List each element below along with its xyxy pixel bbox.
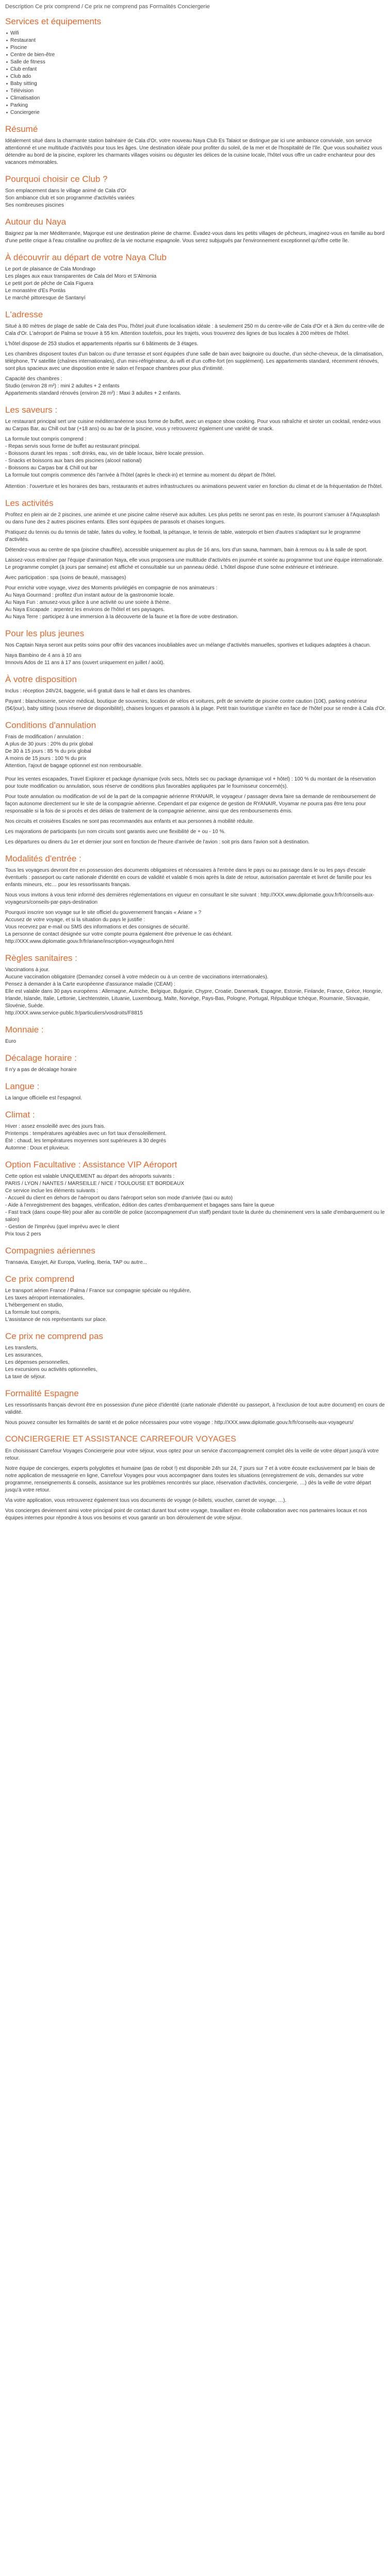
sanitaires-line: Aucune vaccination obligatoire (Demandez conseil à votre médecin ou à un centre de vaccinations internationales). <box>5 974 269 980</box>
adresse-section <box>5 309 386 397</box>
climat-line: Automne : Doux et pluvieux. <box>5 1145 70 1151</box>
decouvrir-line: Les plages aux eaux transparentes de Cala del Moro et S'Almonia <box>5 274 157 279</box>
activites-p3: Détendez-vous au centre de spa (piscine chauffée), accessible uniquement au plus de 16 ans, lors d'un sauna, hammam, bain à remous ou à la salle de sport. <box>5 547 368 553</box>
activites-line: Au Naya Gourmand : profitez d'un instant autour de la gastronomie locale. <box>5 592 175 598</box>
adresse-line: Appartements standard rénovés (environ 28 m²) : Maxi 3 adultes + 2 enfants. <box>5 391 182 396</box>
climat-line: Été : chaud, les températures moyennes sont supérieures à 30 degrés <box>5 1138 166 1144</box>
compagnies-title: Compagnies aériennes <box>5 1246 95 1256</box>
list-item: Piscine <box>5 44 386 52</box>
pourquoi-line: Son ambiance club et son programme d'activités variées <box>5 195 135 201</box>
compagnies-value: Transavia, Easyjet, Air Europa, Vueling, Iberia, TAP ou autre... <box>5 1260 147 1265</box>
saveurs-line: La formule tout compris comprend : <box>5 436 87 442</box>
option-section <box>5 1159 386 1238</box>
annulation-title: Conditions d'annulation <box>5 720 96 730</box>
adresse-p1: Situé à 80 mètres de plage de sable de Cala des Pou, l'hôtel jouit d'une localisation idéale : à seulement 250 m du centre-ville de Cala d'Or et à 3km du centre-ville de Cala d'Or. L'aéroport de Palma se trouve à 55 km. Attention toutefois, pour les trajets, vous trouverez des lignes de bus locales à 200 mètres de l'hôtel. <box>5 324 385 336</box>
activites-p4: Laissez-vous entraîner par l'équipe d'animation Naya, elle vous proposera une multitude d'activités en journée et soirée au programme tout une équipe internationale. Le programme complet (à jours par semaine) est affiché et consultable sur un panneau dédié. L'hôtel dispose d'une scène extérieure et intérieure. <box>5 557 384 570</box>
pourquoi-line: Ses nombreuses piscines <box>5 202 64 208</box>
formalites-title: Modalités d'entrée : <box>5 854 82 863</box>
activites-p5: Avec participation : spa (soins de beauté, massages) <box>5 575 126 581</box>
adresse-p3: Les chambres disposent toutes d'un balcon ou d'une terrasse et sont équipées d'une salle de bain avec baignoire ou douche, d'un sèche-cheveux, de la climatisation, téléphone, TV satellite (chaînes internationales), d'un mini-réfrigérateur, du wifi et d'un coffre-fort (en supplément). Les appartements standard, récemment rénovés, sont plus spacieux avec une disposition entre le salon et l'espace chambres pour plus d'intimité. <box>5 351 384 371</box>
list-item: Salle de fitness <box>5 59 386 66</box>
saveurs-p3: Attention : l'ouverture et les horaires des bars, restaurants et autres infrastructures ou animations peuvent varier en fonction du climat et de la fréquentation de l'hôtel. <box>5 484 383 489</box>
conciergerie-p4: Vos concierges deviennent ainsi votre principal point de contact durant tout votre voyage, travaillant en étroite collaboration avec nos partenaires locaux et nos équipes internes pour répondre à tous vos besoins et vous garantir un bon déroulement de votre séjour. <box>5 1508 367 1521</box>
decalage-title: Décalage horaire : <box>5 1053 77 1063</box>
comprend-section <box>5 1274 386 1324</box>
list-item: Conciergerie <box>5 109 386 116</box>
conciergerie-title: CONCIERGERIE ET ASSISTANCE CARREFOUR VOYAGES <box>5 1435 236 1444</box>
nepas-line: Les dépenses personnelles, <box>5 1360 70 1365</box>
list-item: Club enfant <box>5 66 386 73</box>
conciergerie-p1: En choisissant Carrefour Voyages Conciergerie pour votre séjour, vous optez pour un service d'accompagnement complet dès la veille de votre départ jusqu'à votre retour. <box>5 1448 379 1461</box>
decouvrir-section <box>5 252 386 302</box>
formalites-line: La personne de contact désignée sur votre compte pourra également être prévenue le cas échéant. <box>5 931 233 937</box>
annulation-p3: Pour toute annulation ou modification de vol de la part de la compagnie aérienne RYANAIR, le voyageur / passager devra faire sa demande de remboursement de façon autonome directement sur le site de la compagnie aérienne. Cependant et par exigence de gestion de RYANAIR, Voyamar ne pourra pas être tenu pour responsable si la fois de si procès et des délais de traitement de la compagnie aérienne, ainsi que des remboursements émis. <box>5 794 376 814</box>
list-item: Climatisation <box>5 95 386 102</box>
sanitaires-line: Pensez à demander à la Carte européenne d'assurance maladie (CEAM) : <box>5 981 175 987</box>
activites-line: Au Naya Fun : amusez-vous grâce à une activité ou une soirée à thème. <box>5 600 171 605</box>
option-line: PARIS / LYON / NANTES / MARSEILLE / NICE / TOULOUSE ET BORDEAUX <box>5 1181 184 1187</box>
formalite-espagne-p2[interactable]: Nous pouvez consulter les formalités de santé et de police nécessaires pour votre voyage : http://XXX.www.diplomatie.gouv.fr/fr/conseils-aux-voyageurs/ <box>5 1420 354 1426</box>
adresse-title: L'adresse <box>5 310 43 319</box>
petits-text: Nos Captain Naya seront aux petits soins pour offrir des vacances inoubliables avec un mélange d'activités manuelles, sportives et ludiques adaptées à chacun. <box>5 642 371 648</box>
decouvrir-line: Le marché pittoresque de Santanyí <box>5 295 86 301</box>
adresse-line: Capacité des chambres : <box>5 376 62 382</box>
nepas-line: La taxe de séjour. <box>5 1374 46 1380</box>
formalites-p1: Tous les voyageurs devront être en possession des documents obligatoires et nécessaires à l'entrée dans le pays ou au passage dans le ou les pays d'escale éventuels : passeport ou carte nationale d'identité en cours de validité et valable 6 mois après la date de retour, autorisation parentale et livret de famille pour les enfants mineurs, etc… pour les ressortissants français. <box>5 868 372 888</box>
option-line: Ce service inclue les éléments suivants : <box>5 1188 99 1194</box>
option-line: - Fast track (dans coupe-file) pour aller au contrôle de police (accompagnement d'un staff) pendant toute la durée du cheminement vers la salle d'embarquement ou le salon) <box>5 1210 385 1223</box>
adresse-p2: L'hôtel dispose de 253 studios et appartements répartis sur 6 bâtiments de 3 étages. <box>5 341 199 347</box>
climat-line: Hiver : assez ensoleillé avec des jours frais. <box>5 1124 105 1129</box>
activites-p2: Pratiquez du tennis ou du tennis de table, faites du volley, le football, la pétanque, le tennis de table, waterpolo et bien d'autres s'adaptant sur le programme d'activités. <box>5 530 361 543</box>
option-line: - Accueil du client en dehors de l'aéroport ou dans l'aéroport selon son mode d'arrivée (taxi ou auto) <box>5 1195 233 1201</box>
saveurs-line: La formule tout compris commence dès l'arrivée à l'hôtel (après le check-in) et termine au moment du départ de l'hôtel. <box>5 472 276 478</box>
option-line: Prix tous 2 pers <box>5 1231 41 1237</box>
saveurs-line: - Snacks et boissons aux bars des piscines (alcool national) <box>5 458 142 464</box>
comprend-line: Le transport aérien France / Palma / France sur compagnie spéciale ou régulière, <box>5 1288 191 1294</box>
activites-line: Pour enrichir votre voyage, vivez des Moments privilégiés en compagnie de nos animateurs : <box>5 585 218 591</box>
annulation-p2: Pour les ventes escapades, Travel Explorer et package dynamique (vols secs, hôtels sec ou package dynamique vol + hôtel) : 100 % du montant de la réservation pour toute modification ou annulation, sous réserve de conditions plus favorables appliquées par le fournisseur concerné(s). <box>5 776 376 789</box>
services-list <box>5 30 386 116</box>
resume-section <box>5 124 386 166</box>
autour-text: Baignez par la mer Méditerranée, Majorque est une destination pleine de charme. Évadez-vous dans les petits villages de pêcheurs, imaginez-vous en famille au bord d'une petite crique à l'eau cristalline ou profitez de la vie nocturne espagnole. Vous serez subjugués par l'environnement exceptionnel qu'offre cette île. <box>5 231 385 244</box>
sanitaires-title: Règles sanitaires : <box>5 953 77 963</box>
nepas-line: Les excursions ou activités optionnelles, <box>5 1367 97 1372</box>
petits-line: Naya Bambino de 4 ans à 10 ans <box>5 653 82 658</box>
saveurs-title: Les saveurs : <box>5 405 58 415</box>
comprend-title: Ce prix comprend <box>5 1274 75 1284</box>
sanitaires-line: Vaccinations à jour. <box>5 967 50 973</box>
saveurs-section <box>5 404 386 490</box>
activites-p1: Profitez en plein air de 2 piscines, une animée et une piscine calme réservé aux adultes. Les plus petits ne seront pas en reste, ils pourront s'amuser à l'Aquasplash ou dans l'une des 2 autres piscines enfants. Elles sont équipées de parasols et chaises longues. <box>5 512 380 525</box>
monnaie-title: Monnaie : <box>5 1025 44 1035</box>
climat-line: Printemps : températures agréables avec un fort taux d'ensoleillement. <box>5 1131 167 1137</box>
decalage-section <box>5 1053 386 1074</box>
annulation-line: Attention, l'ajout de bagage optionnel est non remboursable. <box>5 763 143 769</box>
option-line: - Aide à l'enregistrement des bagages, vérification, édition des cartes d'embarquement et bagages sans faire la queue <box>5 1202 274 1208</box>
disposition-section <box>5 674 386 713</box>
activites-title: Les activités <box>5 498 54 508</box>
services-title: Services et équipements <box>5 16 102 26</box>
formalites-link[interactable]: http://XXX.www.diplomatie.gouv.fr/fr/ariane/inscription-voyageur/login.html <box>5 939 174 944</box>
formalites-section <box>5 853 386 945</box>
monnaie-section <box>5 1024 386 1045</box>
autour-section <box>5 216 386 245</box>
annulation-p4: Nos circuits et croisières Escales ne sont pas recommandés aux enfants et aux personnes à mobilité réduite. <box>5 819 254 824</box>
pourquoi-section <box>5 174 386 209</box>
list-item: Télévision <box>5 88 386 95</box>
decalage-value: Il n'y a pas de décalage horaire <box>5 1067 77 1073</box>
services-section <box>5 16 386 116</box>
nepas-line: Les assurances, <box>5 1352 43 1358</box>
comprend-line: L'hébergement en studio, <box>5 1302 63 1308</box>
saveurs-line: - Repas servis sous forme de buffet au restaurant principal. <box>5 444 141 449</box>
langue-title: Langue : <box>5 1081 40 1091</box>
pourquoi-line: Son emplacement dans le village animé de Cala d'Or <box>5 188 127 194</box>
autour-title: Autour du Naya <box>5 217 67 227</box>
list-item: Wifi <box>5 30 386 37</box>
saveurs-p1: Le restaurant principal sert une cuisine méditerranéenne sous forme de buffet, avec un espace show cooking. Pour vous rafraîchir et siroter un cocktail, rendez-vous au Carpas Bar, au Chill out bar (+18 ans) ou au bar de la piscine, vous y retrouverez également une variété de snack. <box>5 419 381 432</box>
comprend-line: L'assistance de nos représentants sur place. <box>5 1317 107 1323</box>
langue-value: La langue officielle est l'espagnol. <box>5 1095 83 1101</box>
decouvrir-line: Le monastère d'Es Pontàs <box>5 288 66 294</box>
climat-title: Climat : <box>5 1110 35 1120</box>
resume-title: Résumé <box>5 124 38 134</box>
petits-section <box>5 628 386 667</box>
saveurs-line: - Boissons au Carpas bar & Chill out bar <box>5 465 97 471</box>
nepas-title: Ce prix ne comprend pas <box>5 1331 103 1341</box>
disposition-text: Inclus : réception 24h/24, baggerie, wi-fi gratuit dans le hall et dans les chambres. <box>5 688 192 694</box>
sanitaires-line: Elle est valable dans 30 pays européens : Allemagne, Autriche, Belgique, Bulgarie, Chypre, Croatie, Danemark, Espagne, Estonie, Finlande, France, Grèce, Hongrie, Irlande, Islande, Italie, Lettonie, Liechtenstein, Lituanie, Luxembourg, Malte, Norvège, Pays-Bas, Pologne, Portugal, République tchèque, Roumanie, Slovaquie, Slovénie, Suède. <box>5 989 382 1009</box>
adresse-line: Studio (environ 28 m²) : mini 2 adultes + 2 enfants <box>5 383 120 389</box>
comprend-line: La formule tout compris, <box>5 1310 61 1315</box>
formalites-line: Vous recevrez par e-mail ou SMS des informations et des consignes de sécurité. <box>5 924 190 930</box>
formalite-espagne-title: Formalité Espagne <box>5 1388 79 1398</box>
decouvrir-line: Le petit port de pêche de Cala Figuera <box>5 281 93 286</box>
list-item: Baby sitting <box>5 80 386 88</box>
list-item: Centre de bien-être <box>5 52 386 59</box>
formalites-line: Pourquoi inscrire son voyage sur le site officiel du gouvernement français « Ariane » ? <box>5 910 202 916</box>
annulation-line: Frais de modification / annulation : <box>5 734 84 740</box>
pourquoi-title: Pourquoi choisir ce Club ? <box>5 174 108 184</box>
petits-title: Pour les plus jeunes <box>5 629 85 638</box>
climat-section <box>5 1109 386 1152</box>
list-item: Parking <box>5 102 386 109</box>
activites-section <box>5 498 386 621</box>
annulation-line: A plus de 30 jours : 20% du prix global <box>5 741 93 747</box>
disposition-title: À votre disposition <box>5 674 77 684</box>
breadcrumb: Description Ce prix comprend / Ce prix ne comprend pas Formalités Conciergerie <box>5 4 210 10</box>
nepas-line: Les transferts, <box>5 1345 38 1351</box>
resume-text: Idéalement situé dans la charmante station balnéaire de Cala d'Or, votre nouveau Naya Club Es Talaiot se distingue par ici une ambiance conviviale, son service attentionné et une multitude d'activités pour tous les âges. Une destination idéale pour profiter du soleil, de la mer et de l'hospitalité de l'île. Que vous souhaitiez vous détendre au bord de la piscine, explorer les charmants villages voisins ou déguster les délices de la cuisine locale, l'hôtel vous offre un cadre enchanteur pour des vacances mémorables. <box>5 138 382 165</box>
list-item: Club ado <box>5 73 386 80</box>
decouvrir-line: Le port de plaisance de Cala Mondrago <box>5 266 96 272</box>
annulation-line: De 30 à 15 jours : 85 % du prix global <box>5 749 91 754</box>
activites-line: Au Naya Escapade : arpentez les environs de l'hôtel et ses paysages. <box>5 607 165 613</box>
formalites-p2: Nous vous invitons à vous tenir informé des dernières réglementations en vigueur en consultant le site suivant : http://XXX.www.diplomatie.gouv.fr/fr/conseils-aux-voyageurs/conseils-par-pays-destination <box>5 892 374 905</box>
conciergerie-section <box>5 1434 386 1522</box>
list-item: Restaurant <box>5 37 386 44</box>
saveurs-line: - Boissons durant les repas : soft drinks, eau, vin de table locaux, bière locale pression. <box>5 451 204 456</box>
conciergerie-p2: Notre équipe de concierges, experts polyglottes et humaine (pas de robot !) est disponible 24h sur 24, 7 jours sur 7 et à votre écoute exclusivement par le biais de notre application de messagerie en ligne, Carrefour Voyages pour vous accompagner dans toutes les situations (enregistrement de vols, demandes sur votre programme, renseignements & conseils, assistance sur les problèmes rencontrés sur place, réservation d'activités, conciergerie, …) dès la veille de votre départ jusqu'à votre retour. <box>5 1466 376 1493</box>
nepas-section <box>5 1331 386 1381</box>
annulation-line: A moins de 15 jours : 100 % du prix <box>5 756 87 761</box>
conciergerie-p3: Via votre application, vous retrouverez également tous vos documents de voyage (e-billets, voucher, carnet de voyage, …). <box>5 1498 287 1503</box>
langue-section <box>5 1081 386 1102</box>
disposition-p2: Payant : blanchisserie, service médical, boutique de souvenirs, location de vélos et voitures, prêt de serviette de piscine contre caution (10€), parking extérieur (5€/jour), baby sitting (sous réserve de disponibilité), chaises longues et parasols à la plage. Petit train touristique s'arrête en face de l'hôtel pour se rendre à Cala d'Or. <box>5 699 386 711</box>
decouvrir-title: À découvrir au départ de votre Naya Club <box>5 252 167 262</box>
monnaie-value: Euro <box>5 1039 17 1044</box>
annulation-p6: Les départures ou diners du 1er et dernier jour sont en fonction de l'heure d'arrivée de l'avion : soit pris dans l'avion soit à destination. <box>5 839 310 845</box>
activites-line: Au Naya Terre : participez à une immersion à la découverte de la faune et la flore de votre destination. <box>5 614 238 620</box>
formalites-line: Accusez de votre voyage, et si la situation du pays le justifie : <box>5 917 145 923</box>
petits-line: Imnovis Ados de 11 ans à 17 ans (ouvert uniquement en juillet / août). <box>5 660 165 666</box>
compagnies-section <box>5 1245 386 1266</box>
sanitaires-section <box>5 953 386 1017</box>
annulation-p5: Les majorations de participants (un nom circuits sont garantis avec une flexibilité de + ou - 10 %. <box>5 829 226 835</box>
option-title: Option Facultative : Assistance VIP Aéroport <box>5 1160 177 1170</box>
annulation-section <box>5 720 386 846</box>
formalite-espagne-p1: Les ressortissants français devront être en possession d'une pièce d'identité (carte nationale d'identité ou passeport, à l'exclusion de tout autre document) en cours de validité. <box>5 1402 385 1415</box>
sanitaires-link[interactable]: http://XXX.www.service-public.fr/particuliers/vosdroits/F8815 <box>5 1010 143 1016</box>
option-line: Cette option est valable UNIQUEMENT au départ des aéroports suivants : <box>5 1174 175 1179</box>
formalite-espagne-section <box>5 1388 386 1427</box>
option-line: - Gestion de l'imprévu (quel imprévu avec le client <box>5 1224 119 1230</box>
comprend-line: Les taxes aéroport internationales, <box>5 1295 85 1301</box>
